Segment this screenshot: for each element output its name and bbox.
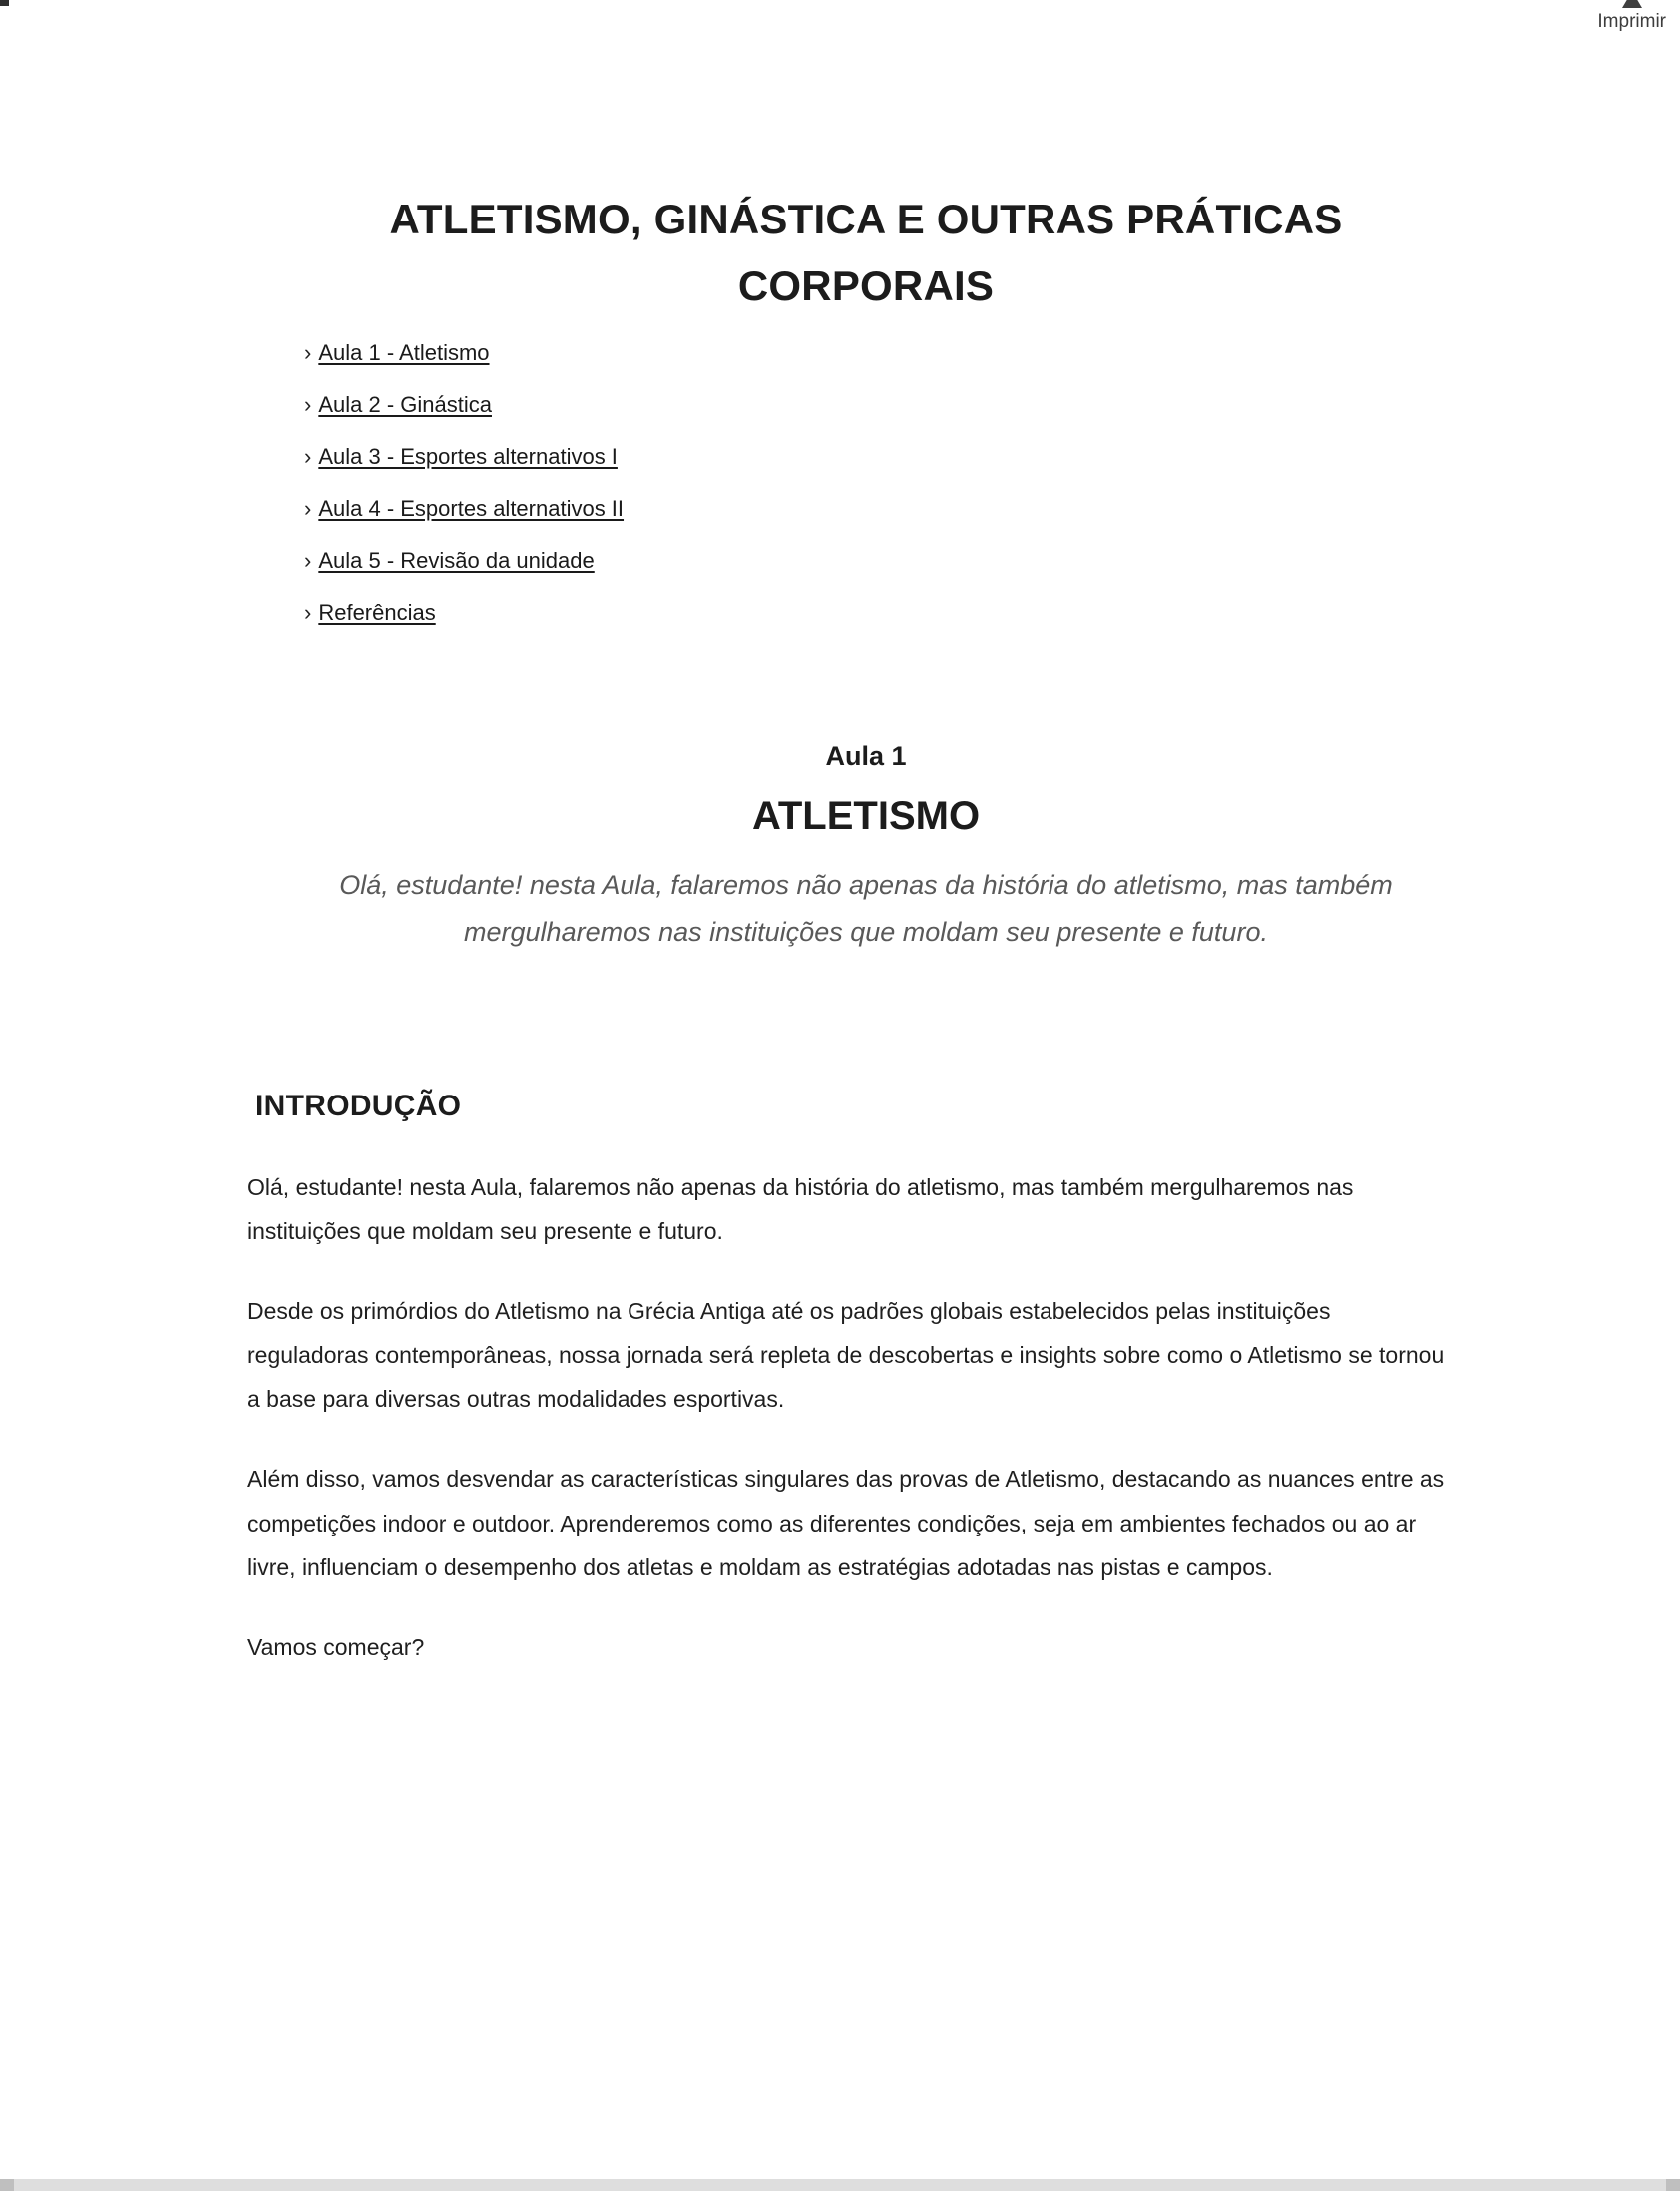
toc-link-aula-4[interactable]: Aula 4 - Esportes alternativos II — [318, 496, 625, 522]
toc-link-referencias[interactable]: Referências — [318, 600, 436, 626]
lesson-lead: Olá, estudante! nesta Aula, falaremos não apenas da história do atletismo, mas também mergulharemos nas instituições que moldam seu presente e futuro. — [339, 870, 1393, 948]
print-icon — [1619, 0, 1645, 9]
toc-link-aula-5[interactable]: Aula 5 - Revisão da unidade — [318, 548, 595, 574]
toc-link-aula-3[interactable]: Aula 3 - Esportes alternativos I — [318, 444, 618, 470]
section-heading-introducao: INTRODUÇÃO — [255, 1089, 462, 1122]
toc-item-aula-5[interactable] — [304, 535, 1484, 587]
toc-item-aula-2[interactable] — [304, 379, 1484, 431]
content-column — [247, 0, 1484, 1669]
toc-item-aula-1[interactable] — [304, 327, 1484, 379]
toc-item-aula-3[interactable] — [304, 431, 1484, 483]
intro-paragraph-1: Olá, estudante! nesta Aula, falaremos não apenas da história do atletismo, mas também mergulharemos nas instituições que moldam seu presente e futuro. — [247, 1173, 1354, 1244]
toc-link-aula-1[interactable]: Aula 1 - Atletismo — [318, 340, 490, 366]
table-of-contents — [304, 327, 1484, 639]
lesson-kicker: Aula 1 — [825, 741, 907, 772]
intro-paragraph-4: Vamos começar? — [247, 1633, 425, 1660]
chevron-right-icon: › — [304, 600, 312, 626]
toc-item-referencias[interactable] — [304, 587, 1484, 639]
chevron-right-icon: › — [304, 340, 312, 366]
toc-item-aula-4[interactable] — [304, 483, 1484, 535]
chevron-right-icon: › — [304, 444, 312, 470]
chevron-right-icon: › — [304, 548, 312, 574]
intro-paragraph-3: Além disso, vamos desvendar as características singulares das provas de Atletismo, destacando as nuances entre as competições indoor e outdoor. Aprenderemos como as diferentes condições, seja em ambientes fechados ou ao ar livre, influenciam o desempenho dos atletas e moldam as estratégias adotadas nas pistas e campos. — [247, 1466, 1445, 1580]
horizontal-scrollbar[interactable] — [0, 2179, 1680, 2191]
toc-link-aula-2[interactable]: Aula 2 - Ginástica — [318, 392, 492, 418]
chevron-right-icon: › — [304, 392, 312, 418]
course-title: ATLETISMO, GINÁSTICA E OUTRAS PRÁTICAS CORPORAIS — [389, 196, 1343, 310]
top-left-mark — [0, 0, 9, 6]
lesson-title: ATLETISMO — [751, 794, 981, 839]
intro-paragraph-2: Desde os primórdios do Atletismo na Grécia Antiga até os padrões globais estabelecidos pelas instituições reguladoras contemporâneas, nossa jornada será repleta de descobertas e insights sobre como o Atletismo se tornou a base para diversas outras modalidades esportivas. — [247, 1297, 1445, 1413]
lesson-header — [247, 738, 1484, 956]
chevron-right-icon: › — [304, 496, 312, 522]
print-label: Imprimir — [1597, 11, 1666, 32]
print-button[interactable] — [1597, 0, 1666, 33]
